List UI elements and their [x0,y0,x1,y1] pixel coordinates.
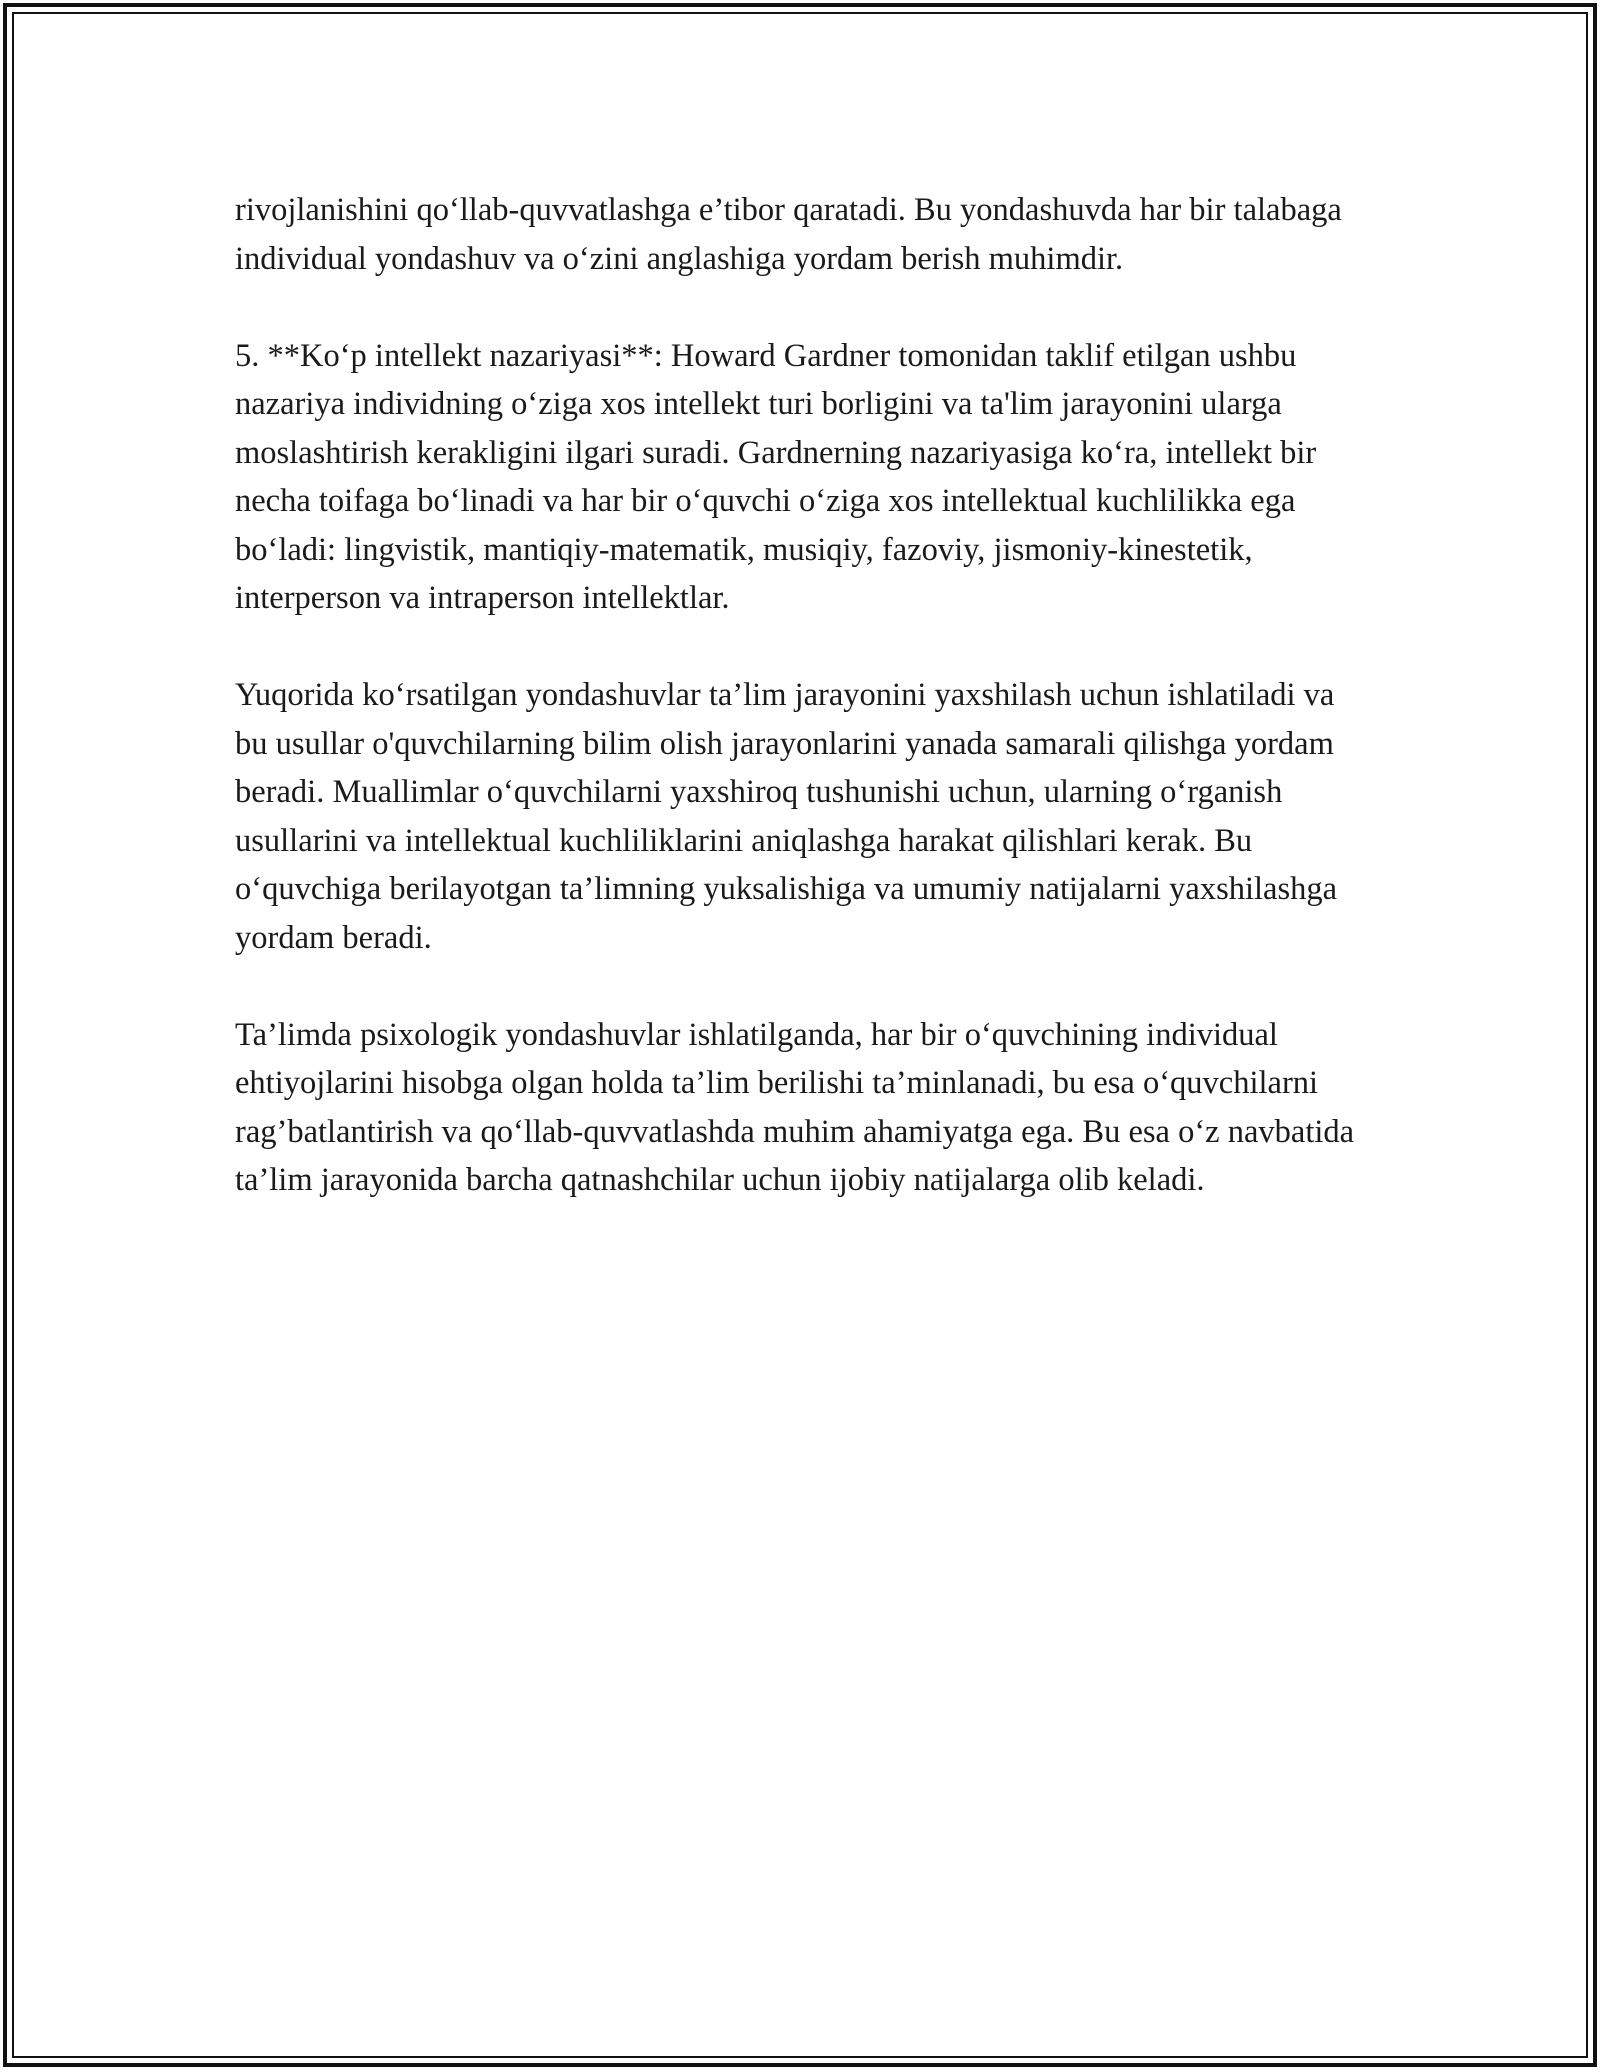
paragraph-conclusion: Ta’limda psixologik yondashuvlar ishlatilganda, har bir o‘quvchining individual ehtiyojlarini hisobga olgan holda ta’lim berilishi ta’minlanadi, bu esa o‘quvchilarni rag’batlantirish va qo‘llab-quvvatlashda muhim ahamiyatga ega. Bu esa o‘z navbatida ta’lim jarayonida barcha qatnashchilar uchun ijobiy natijalarga olib keladi. [235,1016,1355,1198]
paragraph-multiple-intelligences: 5. **Ko‘p intellekt nazariyasi**: Howard Gardner tomonidan taklif etilgan ushbu nazariya individning o‘ziga xos intellekt turi borligini va ta'lim jarayonini ularga moslashtirish kerakligini ilgari suradi. Gardnerning nazariyasiga ko‘ra, intellekt bir necha toifaga bo‘linadi va har bir o‘quvchi o‘ziga xos intellektual kuchlilikka ega bo‘ladi: lingvistik, mantiqiy-matematik, musiqiy, fazoviy, jismoniy-kinestetik, interperson va intraperson intellektlar. [235,337,1317,616]
paragraph-approaches-summary: Yuqorida ko‘rsatilgan yondashuvlar ta’lim jarayonini yaxshilash uchun ishlatiladi va bu usullar o'quvchilarning bilim olish jarayonlarini yanada samarali qilishga yordam beradi. Muallimlar o‘quvchilarni yaxshiroq tushunishi uchun, ularning o‘rganish usullarini va intellektual kuchliliklarini aniqlashga harakat qilishlari kerak. Bu o‘quvchiga berilayotgan ta’limning yuksalishiga va umumiy natijalarni yaxshilashga yordam beradi. [235,677,1338,956]
document-body [235,186,1365,1253]
paragraph-continuation: rivojlanishini qo‘llab-quvvatlashga e’tibor qaratadi. Bu yondashuvda har bir talabaga individual yondashuv va o‘zini anglashiga yordam berish muhimdir. [235,192,1342,277]
